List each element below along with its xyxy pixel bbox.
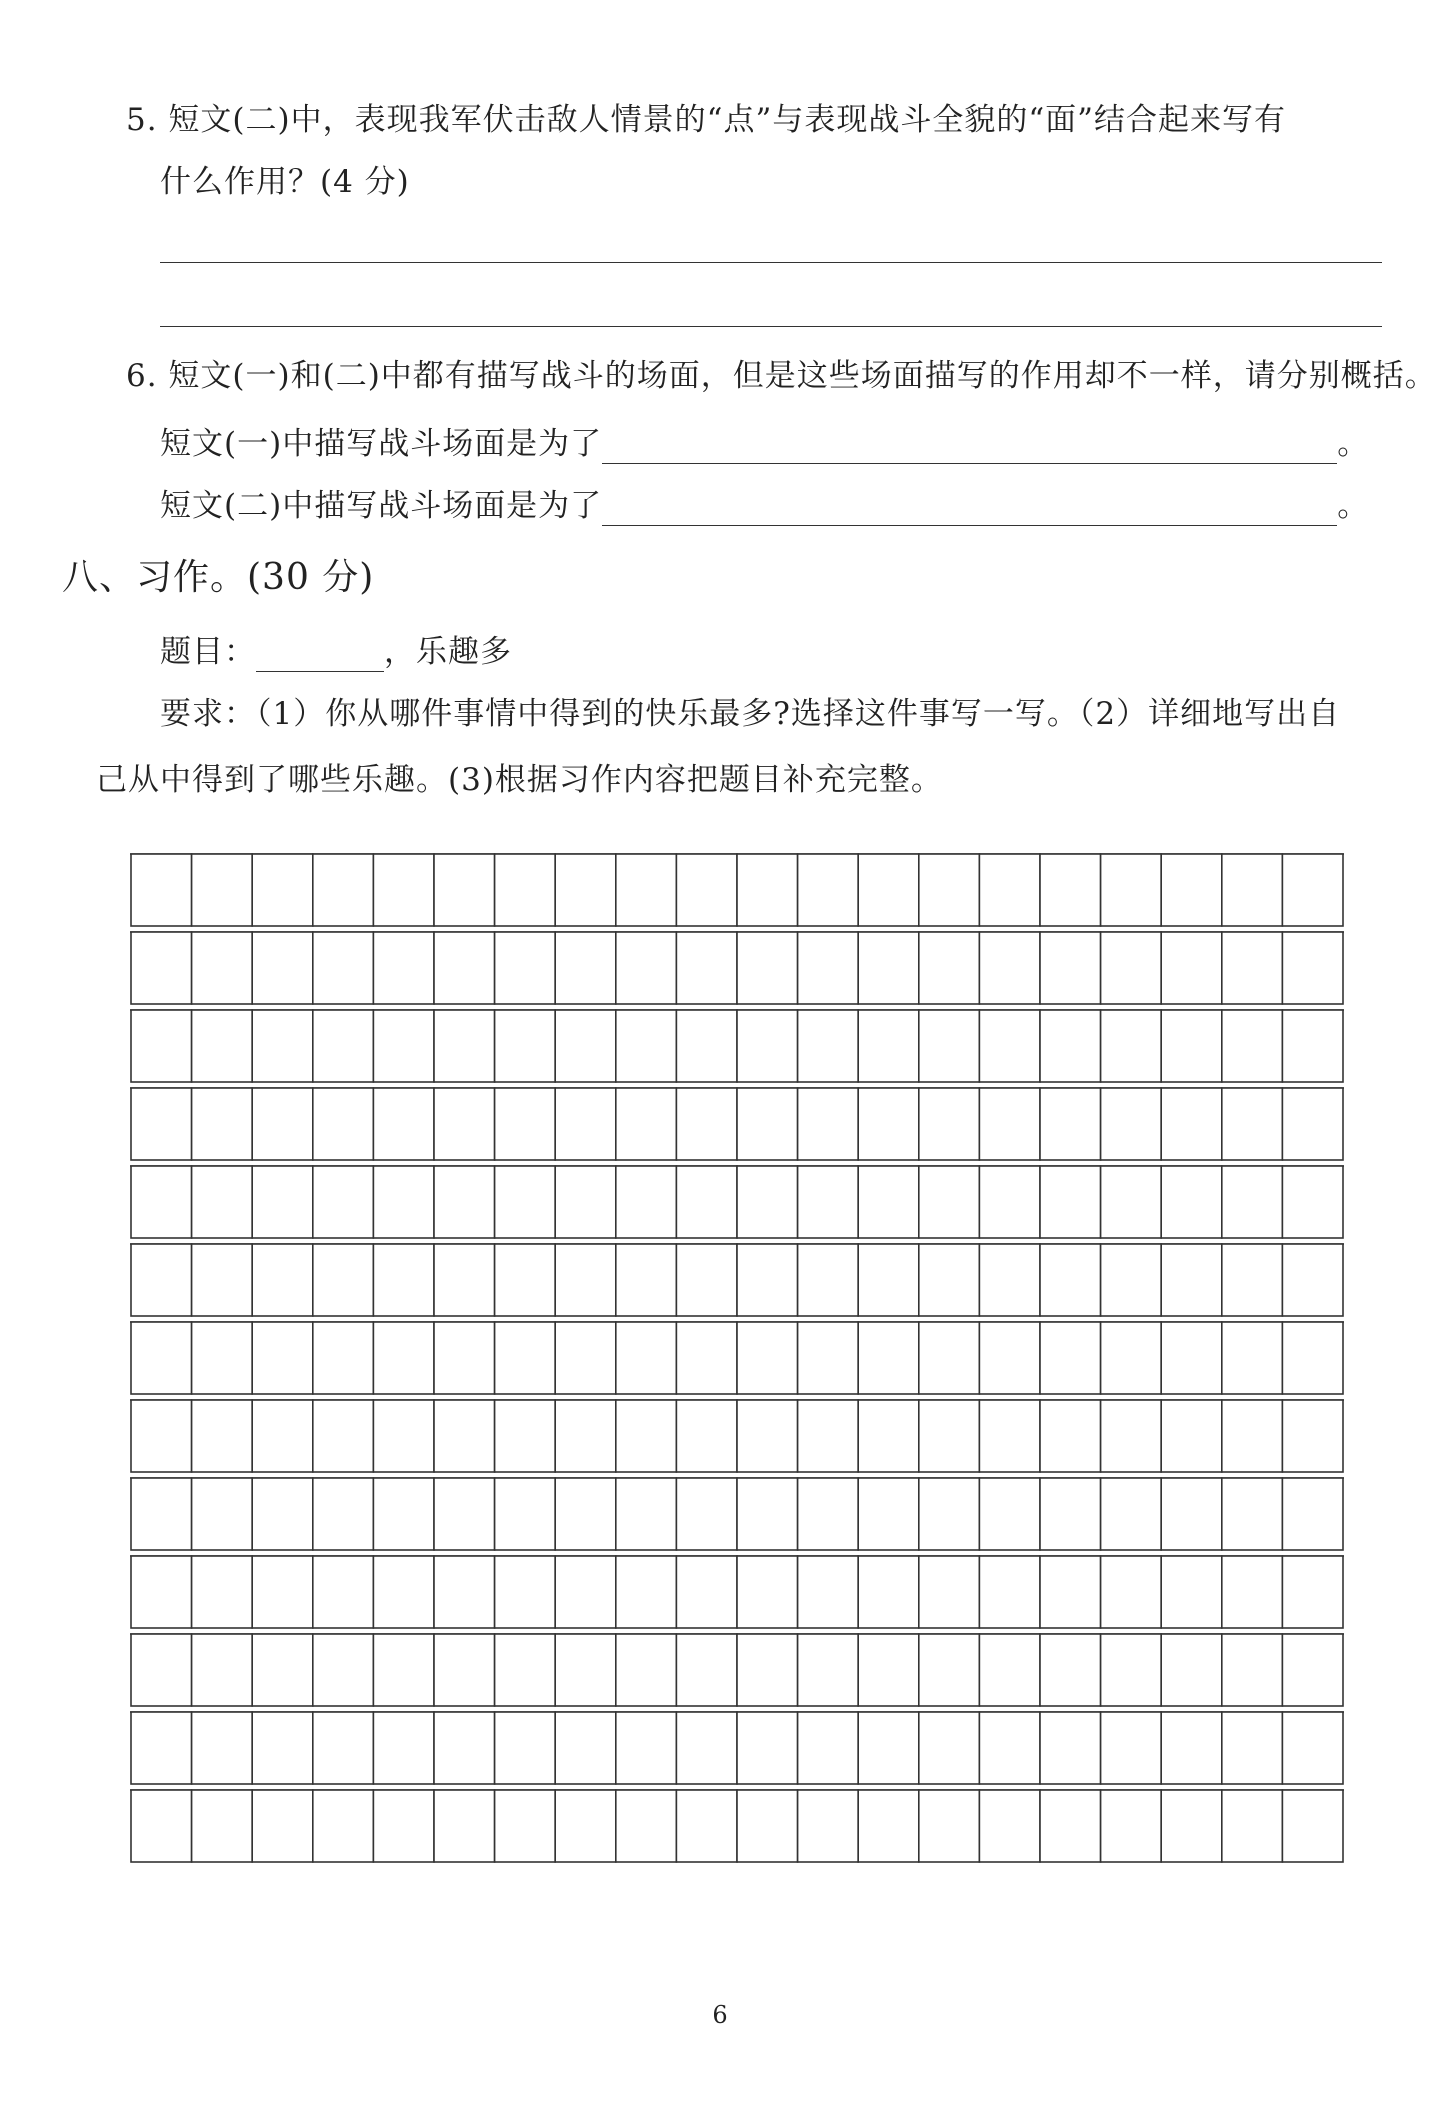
- grid-row: [130, 1010, 1344, 1082]
- question-6-blank-1-suffix: 。: [1337, 426, 1370, 462]
- grid-cell[interactable]: [798, 1244, 859, 1316]
- grid-cell[interactable]: [434, 1790, 495, 1862]
- grid-row: [130, 1244, 1344, 1316]
- grid-cell[interactable]: [979, 1712, 1040, 1784]
- grid-cell[interactable]: [373, 1244, 434, 1316]
- essay-requirements-line-1: 要求：（1）你从哪件事情中得到的快乐最多?选择这件事写一写。（2）详细地写出自: [160, 696, 1341, 732]
- grid-cell[interactable]: [555, 1244, 616, 1316]
- grid-cell[interactable]: [798, 854, 859, 926]
- grid-cell[interactable]: [192, 1712, 253, 1784]
- grid-cell[interactable]: [495, 1010, 556, 1082]
- grid-cell[interactable]: [737, 1244, 798, 1316]
- grid-cell[interactable]: [1040, 854, 1101, 926]
- grid-cell[interactable]: [676, 1166, 737, 1238]
- grid-cell[interactable]: [676, 1322, 737, 1394]
- question-6-prompt: 6. 短文(一)和(二)中都有描写战斗的场面，但是这些场面描写的作用却不一样，请分别概括。: [126, 358, 1437, 394]
- grid-cell[interactable]: [858, 854, 919, 926]
- essay-title-row: [160, 632, 512, 672]
- grid-cell[interactable]: [919, 932, 980, 1004]
- grid-cell[interactable]: [131, 1400, 192, 1472]
- grid-cell[interactable]: [616, 1712, 677, 1784]
- grid-cell[interactable]: [555, 1400, 616, 1472]
- grid-cell[interactable]: [979, 1556, 1040, 1628]
- grid-cell[interactable]: [737, 1322, 798, 1394]
- grid-cell[interactable]: [676, 1556, 737, 1628]
- grid-cell[interactable]: [798, 1478, 859, 1550]
- grid-cell[interactable]: [252, 1556, 313, 1628]
- grid-cell[interactable]: [131, 1244, 192, 1316]
- grid-cell[interactable]: [192, 1088, 253, 1160]
- grid-cell[interactable]: [676, 1478, 737, 1550]
- grid-cell[interactable]: [1161, 1010, 1222, 1082]
- grid-cell[interactable]: [858, 1244, 919, 1316]
- grid-cell[interactable]: [858, 1478, 919, 1550]
- grid-cell[interactable]: [495, 1088, 556, 1160]
- question-6-blank-1-answer-line[interactable]: [602, 431, 1337, 464]
- grid-cell[interactable]: [919, 1790, 980, 1862]
- grid-cell[interactable]: [313, 1010, 374, 1082]
- grid-cell[interactable]: [192, 854, 253, 926]
- grid-cell[interactable]: [737, 932, 798, 1004]
- grid-cell[interactable]: [434, 1712, 495, 1784]
- grid-cell[interactable]: [434, 1634, 495, 1706]
- grid-cell[interactable]: [979, 1088, 1040, 1160]
- answer-line-q5-2[interactable]: [160, 326, 1382, 327]
- grid-cell[interactable]: [313, 1634, 374, 1706]
- grid-cell[interactable]: [131, 854, 192, 926]
- grid-cell[interactable]: [1161, 1322, 1222, 1394]
- grid-cell[interactable]: [798, 1166, 859, 1238]
- grid-cell[interactable]: [1222, 1478, 1283, 1550]
- grid-cell[interactable]: [192, 1244, 253, 1316]
- grid-cell[interactable]: [1040, 932, 1101, 1004]
- grid-cell[interactable]: [1161, 1634, 1222, 1706]
- grid-cell[interactable]: [1161, 1478, 1222, 1550]
- page-number: 6: [712, 2001, 728, 2029]
- grid-cell[interactable]: [1222, 1322, 1283, 1394]
- grid-cell[interactable]: [555, 854, 616, 926]
- grid-cell[interactable]: [313, 1478, 374, 1550]
- grid-cell[interactable]: [1282, 932, 1343, 1004]
- grid-cell[interactable]: [676, 854, 737, 926]
- grid-cell[interactable]: [131, 1478, 192, 1550]
- grid-cell[interactable]: [192, 1010, 253, 1082]
- grid-cell[interactable]: [979, 1244, 1040, 1316]
- grid-cell[interactable]: [555, 932, 616, 1004]
- grid-cell[interactable]: [1040, 1322, 1101, 1394]
- grid-cell[interactable]: [252, 1322, 313, 1394]
- grid-cell[interactable]: [1282, 1556, 1343, 1628]
- grid-cell[interactable]: [1222, 1400, 1283, 1472]
- grid-cell[interactable]: [1222, 1634, 1283, 1706]
- grid-cell[interactable]: [313, 1166, 374, 1238]
- grid-cell[interactable]: [1282, 1634, 1343, 1706]
- grid-cell[interactable]: [979, 1400, 1040, 1472]
- grid-cell[interactable]: [252, 1088, 313, 1160]
- grid-cell[interactable]: [252, 932, 313, 1004]
- grid-cell[interactable]: [919, 1166, 980, 1238]
- grid-cell[interactable]: [737, 854, 798, 926]
- grid-cell[interactable]: [434, 1478, 495, 1550]
- grid-cell[interactable]: [676, 1790, 737, 1862]
- grid-cell[interactable]: [919, 1634, 980, 1706]
- grid-cell[interactable]: [434, 932, 495, 1004]
- grid-cell[interactable]: [495, 1634, 556, 1706]
- grid-cell[interactable]: [858, 1400, 919, 1472]
- grid-cell[interactable]: [919, 1010, 980, 1082]
- grid-cell[interactable]: [1282, 1088, 1343, 1160]
- grid-cell[interactable]: [1161, 1400, 1222, 1472]
- grid-cell[interactable]: [737, 1556, 798, 1628]
- grid-cell[interactable]: [676, 1244, 737, 1316]
- grid-cell[interactable]: [1040, 1790, 1101, 1862]
- grid-cell[interactable]: [252, 1166, 313, 1238]
- grid-cell[interactable]: [313, 1556, 374, 1628]
- grid-cell[interactable]: [434, 1010, 495, 1082]
- question-6-blank-1-row: [160, 424, 1369, 464]
- grid-cell[interactable]: [373, 1478, 434, 1550]
- grid-cell[interactable]: [1040, 1088, 1101, 1160]
- grid-cell[interactable]: [616, 854, 677, 926]
- grid-cell[interactable]: [979, 1478, 1040, 1550]
- grid-cell[interactable]: [1101, 932, 1162, 1004]
- grid-cell[interactable]: [434, 854, 495, 926]
- grid-cell[interactable]: [373, 1010, 434, 1082]
- grid-cell[interactable]: [616, 932, 677, 1004]
- essay-requirements-line-2: 己从中得到了哪些乐趣。(3)根据习作内容把题目补充完整。: [96, 762, 943, 798]
- grid-cell[interactable]: [131, 932, 192, 1004]
- grid-cell[interactable]: [858, 1556, 919, 1628]
- grid-cell[interactable]: [252, 1790, 313, 1862]
- grid-cell[interactable]: [676, 1400, 737, 1472]
- writing-grid[interactable]: [130, 852, 1346, 1864]
- grid-cell[interactable]: [1040, 1400, 1101, 1472]
- grid-cell[interactable]: [798, 1010, 859, 1082]
- grid-row: [130, 1556, 1344, 1628]
- grid-cell[interactable]: [919, 1712, 980, 1784]
- grid-cell[interactable]: [737, 1712, 798, 1784]
- grid-cell[interactable]: [919, 1478, 980, 1550]
- grid-cell[interactable]: [1282, 1322, 1343, 1394]
- grid-cell[interactable]: [616, 1088, 677, 1160]
- grid-cell[interactable]: [1101, 1088, 1162, 1160]
- grid-cell[interactable]: [798, 1634, 859, 1706]
- grid-row: [130, 1712, 1344, 1784]
- grid-cell[interactable]: [1282, 1244, 1343, 1316]
- grid-cell[interactable]: [1101, 1400, 1162, 1472]
- grid-cell[interactable]: [192, 1790, 253, 1862]
- grid-cell[interactable]: [1040, 1712, 1101, 1784]
- grid-cell[interactable]: [798, 1088, 859, 1160]
- grid-cell[interactable]: [737, 1634, 798, 1706]
- grid-cell[interactable]: [1101, 1634, 1162, 1706]
- grid-cell[interactable]: [373, 1322, 434, 1394]
- grid-cell[interactable]: [1282, 1478, 1343, 1550]
- grid-cell[interactable]: [858, 1712, 919, 1784]
- grid-cell[interactable]: [858, 932, 919, 1004]
- grid-cell[interactable]: [555, 1010, 616, 1082]
- grid-cell[interactable]: [1101, 1556, 1162, 1628]
- grid-cell[interactable]: [495, 1244, 556, 1316]
- grid-cell[interactable]: [373, 932, 434, 1004]
- grid-row: [130, 1790, 1344, 1862]
- grid-cell[interactable]: [919, 854, 980, 926]
- grid-row: [130, 854, 1344, 926]
- grid-cell[interactable]: [192, 1478, 253, 1550]
- question-6-blank-2-answer-line[interactable]: [602, 493, 1337, 526]
- grid-cell[interactable]: [252, 1634, 313, 1706]
- essay-title-label: 题目：: [160, 634, 256, 670]
- grid-cell[interactable]: [131, 1790, 192, 1862]
- grid-cell[interactable]: [798, 1556, 859, 1628]
- grid-cell[interactable]: [1222, 1010, 1283, 1082]
- grid-cell[interactable]: [434, 1166, 495, 1238]
- grid-cell[interactable]: [1040, 1166, 1101, 1238]
- grid-cell[interactable]: [616, 1556, 677, 1628]
- grid-row: [130, 1400, 1344, 1472]
- grid-cell[interactable]: [1040, 1010, 1101, 1082]
- grid-cell[interactable]: [495, 1556, 556, 1628]
- grid-cell[interactable]: [616, 1322, 677, 1394]
- grid-cell[interactable]: [616, 1400, 677, 1472]
- grid-cell[interactable]: [616, 1244, 677, 1316]
- grid-cell[interactable]: [1040, 1556, 1101, 1628]
- grid-cell[interactable]: [373, 1400, 434, 1472]
- grid-cell[interactable]: [1222, 854, 1283, 926]
- grid-row: [130, 1088, 1344, 1160]
- grid-cell[interactable]: [616, 1478, 677, 1550]
- grid-cell[interactable]: [434, 1400, 495, 1472]
- grid-cell[interactable]: [313, 854, 374, 926]
- grid-cell[interactable]: [495, 854, 556, 926]
- grid-cell[interactable]: [737, 1478, 798, 1550]
- grid-cell[interactable]: [616, 1634, 677, 1706]
- grid-cell[interactable]: [373, 1088, 434, 1160]
- grid-cell[interactable]: [373, 1556, 434, 1628]
- grid-cell[interactable]: [192, 1634, 253, 1706]
- grid-cell[interactable]: [252, 1400, 313, 1472]
- grid-cell[interactable]: [1040, 1478, 1101, 1550]
- grid-row: [130, 1478, 1344, 1550]
- grid-cell[interactable]: [555, 1634, 616, 1706]
- grid-cell[interactable]: [1101, 1322, 1162, 1394]
- grid-cell[interactable]: [1040, 1244, 1101, 1316]
- grid-cell[interactable]: [979, 932, 1040, 1004]
- grid-cell[interactable]: [373, 1712, 434, 1784]
- grid-cell[interactable]: [495, 932, 556, 1004]
- grid-cell[interactable]: [495, 1712, 556, 1784]
- section-8-heading: 八、习作。(30 分): [62, 557, 375, 598]
- grid-cell[interactable]: [313, 1244, 374, 1316]
- grid-row: [130, 1634, 1344, 1706]
- grid-cell[interactable]: [192, 1166, 253, 1238]
- grid-cell[interactable]: [1161, 932, 1222, 1004]
- grid-cell[interactable]: [676, 932, 737, 1004]
- grid-cell[interactable]: [313, 932, 374, 1004]
- grid-cell[interactable]: [798, 1712, 859, 1784]
- grid-cell[interactable]: [1161, 1556, 1222, 1628]
- grid-cell[interactable]: [131, 1322, 192, 1394]
- question-6-blank-1-prefix: 短文(一)中描写战斗场面是为了: [160, 426, 603, 462]
- grid-cell[interactable]: [1282, 1790, 1343, 1862]
- grid-cell[interactable]: [131, 1088, 192, 1160]
- grid-cell[interactable]: [1161, 854, 1222, 926]
- grid-cell[interactable]: [676, 1010, 737, 1082]
- grid-cell[interactable]: [434, 1088, 495, 1160]
- grid-cell[interactable]: [131, 1712, 192, 1784]
- grid-cell[interactable]: [979, 1166, 1040, 1238]
- grid-cell[interactable]: [979, 1634, 1040, 1706]
- grid-cell[interactable]: [555, 1790, 616, 1862]
- grid-cell[interactable]: [373, 854, 434, 926]
- grid-cell[interactable]: [313, 1088, 374, 1160]
- grid-cell[interactable]: [1282, 1400, 1343, 1472]
- grid-cell[interactable]: [616, 1790, 677, 1862]
- grid-cell[interactable]: [919, 1088, 980, 1160]
- grid-cell[interactable]: [555, 1322, 616, 1394]
- grid-cell[interactable]: [1161, 1712, 1222, 1784]
- grid-cell[interactable]: [131, 1166, 192, 1238]
- grid-cell[interactable]: [131, 1010, 192, 1082]
- grid-cell[interactable]: [373, 1166, 434, 1238]
- grid-cell[interactable]: [434, 1244, 495, 1316]
- essay-title-blank[interactable]: [256, 639, 384, 672]
- grid-cell[interactable]: [919, 1244, 980, 1316]
- grid-cell[interactable]: [858, 1634, 919, 1706]
- grid-cell[interactable]: [313, 1790, 374, 1862]
- grid-cell[interactable]: [434, 1556, 495, 1628]
- grid-cell[interactable]: [858, 1322, 919, 1394]
- grid-row: [130, 1322, 1344, 1394]
- grid-cell[interactable]: [555, 1478, 616, 1550]
- grid-cell[interactable]: [616, 1166, 677, 1238]
- grid-cell[interactable]: [495, 1400, 556, 1472]
- grid-cell[interactable]: [192, 1322, 253, 1394]
- grid-row: [130, 932, 1344, 1004]
- grid-cell[interactable]: [676, 1088, 737, 1160]
- grid-cell[interactable]: [919, 1322, 980, 1394]
- question-6-blank-2-row: [160, 486, 1369, 526]
- grid-cell[interactable]: [252, 1712, 313, 1784]
- question-6-blank-2-prefix: 短文(二)中描写战斗场面是为了: [160, 488, 603, 524]
- grid-cell[interactable]: [737, 1790, 798, 1862]
- grid-cell[interactable]: [313, 1712, 374, 1784]
- grid-row: [130, 1166, 1344, 1238]
- grid-cell[interactable]: [858, 1166, 919, 1238]
- grid-cell[interactable]: [798, 932, 859, 1004]
- grid-cell[interactable]: [252, 1478, 313, 1550]
- grid-cell[interactable]: [313, 1322, 374, 1394]
- grid-cell[interactable]: [555, 1166, 616, 1238]
- grid-cell[interactable]: [192, 932, 253, 1004]
- grid-cell[interactable]: [919, 1556, 980, 1628]
- grid-cell[interactable]: [979, 1322, 1040, 1394]
- grid-cell[interactable]: [798, 1400, 859, 1472]
- grid-cell[interactable]: [252, 1244, 313, 1316]
- grid-cell[interactable]: [1282, 1010, 1343, 1082]
- grid-cell[interactable]: [313, 1400, 374, 1472]
- grid-cell[interactable]: [737, 1010, 798, 1082]
- grid-cell[interactable]: [1222, 1712, 1283, 1784]
- grid-cell[interactable]: [979, 854, 1040, 926]
- grid-cell[interactable]: [1222, 1166, 1283, 1238]
- answer-line-q5-1[interactable]: [160, 262, 1382, 263]
- grid-cell[interactable]: [858, 1790, 919, 1862]
- grid-cell[interactable]: [1101, 1478, 1162, 1550]
- grid-cell[interactable]: [1161, 1790, 1222, 1862]
- grid-cell[interactable]: [737, 1166, 798, 1238]
- grid-cell[interactable]: [737, 1400, 798, 1472]
- grid-cell[interactable]: [1101, 1166, 1162, 1238]
- grid-cell[interactable]: [192, 1400, 253, 1472]
- grid-cell[interactable]: [495, 1790, 556, 1862]
- grid-cell[interactable]: [1222, 1244, 1283, 1316]
- essay-title-suffix: ，乐趣多: [384, 634, 512, 670]
- grid-cell[interactable]: [1222, 1088, 1283, 1160]
- grid-cell[interactable]: [858, 1088, 919, 1160]
- grid-cell[interactable]: [1101, 1712, 1162, 1784]
- grid-cell[interactable]: [1101, 854, 1162, 926]
- grid-cell[interactable]: [1040, 1634, 1101, 1706]
- grid-cell[interactable]: [555, 1088, 616, 1160]
- grid-cell[interactable]: [252, 854, 313, 926]
- grid-cell[interactable]: [1161, 1244, 1222, 1316]
- grid-cell[interactable]: [979, 1010, 1040, 1082]
- question-6-blank-2-suffix: 。: [1337, 488, 1370, 524]
- grid-cell[interactable]: [979, 1790, 1040, 1862]
- grid-cell[interactable]: [495, 1166, 556, 1238]
- grid-cell[interactable]: [1222, 1556, 1283, 1628]
- grid-cell[interactable]: [1282, 1712, 1343, 1784]
- grid-cell[interactable]: [1222, 1790, 1283, 1862]
- grid-cell[interactable]: [555, 1556, 616, 1628]
- grid-cell[interactable]: [616, 1010, 677, 1082]
- question-5-line-2: 什么作用？(4 分): [160, 164, 410, 200]
- grid-cell[interactable]: [192, 1556, 253, 1628]
- grid-cell[interactable]: [252, 1010, 313, 1082]
- grid-cell[interactable]: [676, 1712, 737, 1784]
- grid-cell[interactable]: [373, 1790, 434, 1862]
- grid-cell[interactable]: [1282, 1166, 1343, 1238]
- grid-cell[interactable]: [1101, 1010, 1162, 1082]
- grid-cell[interactable]: [373, 1634, 434, 1706]
- grid-cell[interactable]: [1161, 1166, 1222, 1238]
- grid-cell[interactable]: [1101, 1790, 1162, 1862]
- grid-cell[interactable]: [737, 1088, 798, 1160]
- grid-cell[interactable]: [1101, 1244, 1162, 1316]
- grid-cell[interactable]: [131, 1634, 192, 1706]
- grid-cell[interactable]: [495, 1322, 556, 1394]
- grid-cell[interactable]: [798, 1790, 859, 1862]
- grid-cell[interactable]: [676, 1634, 737, 1706]
- grid-cell[interactable]: [858, 1010, 919, 1082]
- grid-cell[interactable]: [1282, 854, 1343, 926]
- question-5-line-1: 5. 短文(二)中，表现我军伏击敌人情景的“点”与表现战斗全貌的“面”结合起来写有: [126, 102, 1287, 138]
- grid-cell[interactable]: [434, 1322, 495, 1394]
- grid-cell[interactable]: [919, 1400, 980, 1472]
- grid-cell[interactable]: [798, 1322, 859, 1394]
- grid-cell[interactable]: [1222, 932, 1283, 1004]
- grid-cell[interactable]: [555, 1712, 616, 1784]
- grid-cell[interactable]: [1161, 1088, 1222, 1160]
- grid-cell[interactable]: [131, 1556, 192, 1628]
- grid-cell[interactable]: [495, 1478, 556, 1550]
